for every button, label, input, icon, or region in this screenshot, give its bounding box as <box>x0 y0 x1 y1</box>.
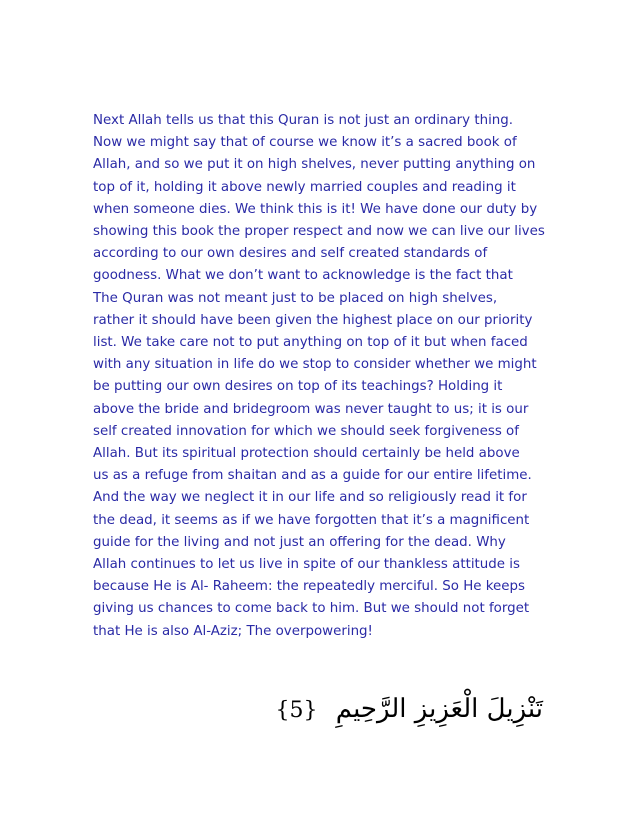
paragraph-line-9: The Quran was not meant just to be placed on high shelves, <box>93 290 498 306</box>
paragraph-line-20: guide for the living and not just an offering for the dead. Why <box>93 534 506 550</box>
paragraph-line-3: Allah, and so we put it on high shelves, never putting anything on <box>93 157 536 173</box>
paragraph-line-14: above the bride and bridegroom was never taught to us; it is our <box>93 401 529 417</box>
paragraph-line-18: And the way we neglect it in our life and so religiously read it for <box>93 490 527 506</box>
paragraph-line-7: according to our own desires and self created standards of <box>93 246 488 262</box>
paragraph-line-16: Allah. But its spiritual protection should certainly be held above <box>93 446 520 462</box>
verse-arabic-text: تَنْزِيلَ الْعَزِيزِ الرَّحِيمِ <box>335 694 543 724</box>
paragraph-line-22: because He is Al- Raheem: the repeatedly merciful. So He keeps <box>93 579 526 595</box>
paragraph-line-23: giving us chances to come back to him. But we should not forget <box>93 601 530 617</box>
paragraph-line-15: self created innovation for which we should seek forgiveness of <box>93 423 519 439</box>
quran-verse <box>276 693 543 727</box>
paragraph-line-8: goodness. What we don’t want to acknowledge is the fact that <box>93 268 513 284</box>
paragraph-line-5: when someone dies. We think this is it! We have done our duty by <box>93 201 538 217</box>
paragraph-line-1: Next Allah tells us that this Quran is not just an ordinary thing. <box>93 113 514 128</box>
body-paragraph <box>93 110 553 643</box>
paragraph-line-6: showing this book the proper respect and now we can live our lives <box>93 224 545 240</box>
paragraph-line-17: us as a refuge from shaitan and as a guide for our entire lifetime. <box>93 468 532 484</box>
paragraph-line-11: list. We take care not to put anything on top of it but when faced <box>93 335 528 351</box>
paragraph-line-13: be putting our own desires on top of its teachings? Holding it <box>93 379 503 395</box>
paragraph-line-2: Now we might say that of course we know it’s a sacred book of <box>93 135 517 151</box>
paragraph-line-21: Allah continues to let us live in spite of our thankless attitude is <box>93 557 520 573</box>
paragraph-line-19: the dead, it seems as if we have forgotten that it’s a magnificent <box>93 512 530 528</box>
paragraph-line-4: top of it, holding it above newly married couples and reading it <box>93 179 516 195</box>
paragraph-line-12: with any situation in life do we stop to consider whether we might <box>93 357 537 373</box>
paragraph-line-10: rather it should have been given the highest place on our priority <box>93 312 533 328</box>
paragraph-line-24: that He is also Al-Aziz; The overpowering! <box>93 623 373 639</box>
verse-number: {5} <box>275 698 318 723</box>
